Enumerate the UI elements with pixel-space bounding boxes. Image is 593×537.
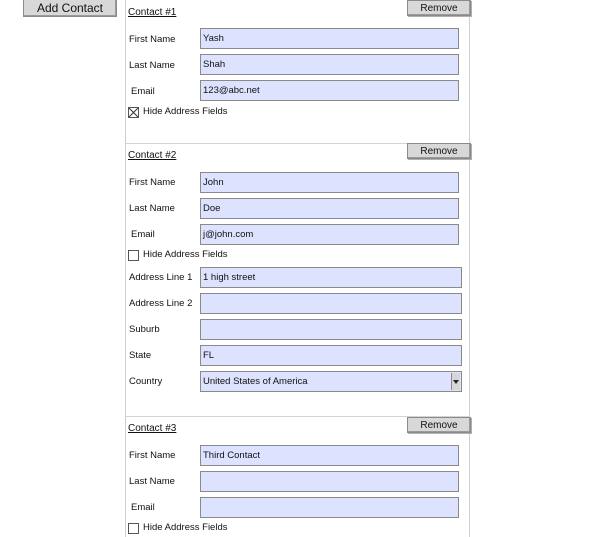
suburb-field[interactable] [200, 319, 462, 340]
country-select-value: United States of America [203, 376, 308, 387]
contact-title: Contact #1 [128, 7, 177, 18]
first-name-field[interactable]: Yash [200, 28, 459, 49]
last-name-field[interactable]: Shah [200, 54, 459, 75]
email-field[interactable] [200, 497, 459, 518]
hide-address-checkbox[interactable] [128, 250, 139, 261]
state-label: State [129, 350, 152, 361]
email-label: Email [131, 86, 155, 97]
email-label: Email [131, 502, 155, 513]
last-name-field[interactable]: Doe [200, 198, 459, 219]
hide-address-checkbox[interactable] [128, 107, 139, 118]
last-name-field[interactable] [200, 471, 459, 492]
add-contact-button[interactable]: Add Contact [23, 0, 117, 17]
first-name-label: First Name [129, 450, 176, 461]
hide-address-checkbox[interactable] [128, 523, 139, 534]
checkmark-x-icon [129, 108, 138, 117]
email-field[interactable]: j@john.com [200, 224, 459, 245]
last-name-label: Last Name [129, 203, 175, 214]
suburb-label: Suburb [129, 324, 160, 335]
hide-address-label: Hide Address Fields [143, 106, 228, 117]
hide-address-label: Hide Address Fields [143, 522, 228, 533]
address-line-2-field[interactable] [200, 293, 462, 314]
first-name-label: First Name [129, 34, 176, 45]
remove-contact-button[interactable]: Remove [407, 143, 471, 159]
dropdown-arrow-icon[interactable] [451, 373, 460, 390]
contact-title: Contact #2 [128, 150, 177, 161]
first-name-label: First Name [129, 177, 176, 188]
first-name-field[interactable]: John [200, 172, 459, 193]
first-name-field[interactable]: Third Contact [200, 445, 459, 466]
email-field[interactable]: 123@abc.net [200, 80, 459, 101]
address-line-2-label: Address Line 2 [129, 298, 193, 309]
last-name-label: Last Name [129, 476, 175, 487]
hide-address-label: Hide Address Fields [143, 249, 228, 260]
form-left-border [125, 0, 126, 537]
state-field[interactable]: FL [200, 345, 462, 366]
country-select[interactable] [200, 371, 462, 392]
address-line-1-field[interactable]: 1 high street [200, 267, 462, 288]
remove-contact-button[interactable]: Remove [407, 0, 471, 16]
country-label: Country [129, 376, 163, 387]
last-name-label: Last Name [129, 60, 175, 71]
email-label: Email [131, 229, 155, 240]
form-right-border [469, 0, 470, 537]
address-line-1-label: Address Line 1 [129, 272, 193, 283]
remove-contact-button[interactable]: Remove [407, 417, 471, 433]
contact-title: Contact #3 [128, 423, 177, 434]
